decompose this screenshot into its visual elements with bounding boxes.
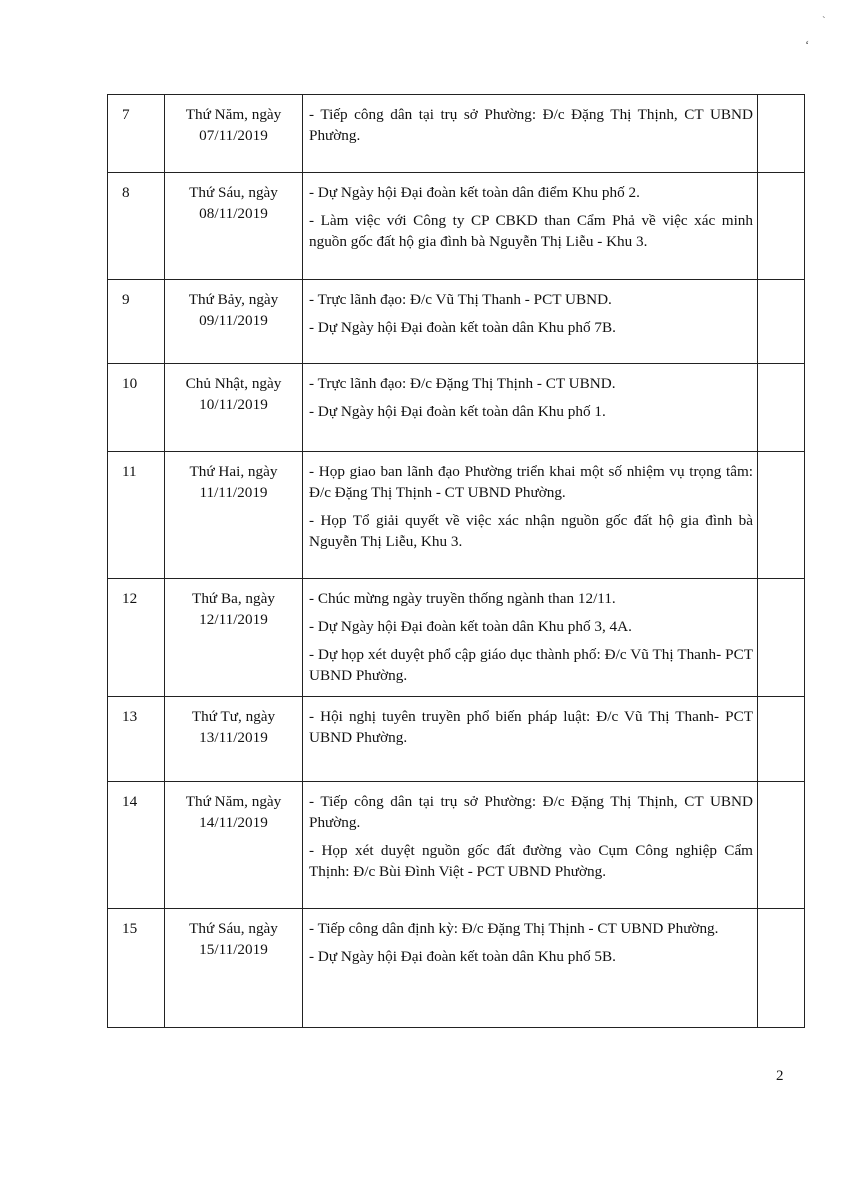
row-number: 12 — [108, 579, 165, 697]
date: 14/11/2019 — [199, 814, 268, 831]
date: 11/11/2019 — [199, 484, 268, 501]
date: 08/11/2019 — [199, 205, 268, 222]
date: 10/11/2019 — [199, 396, 268, 413]
date: 09/11/2019 — [199, 312, 268, 329]
row-note — [758, 579, 805, 697]
row-date-cell — [165, 280, 303, 364]
table-row — [108, 173, 805, 280]
table-row — [108, 782, 805, 909]
table-row — [108, 909, 805, 1028]
schedule-item: - Dự Ngày hội Đại đoàn kết toàn dân điểm Khu phố 2. — [309, 184, 640, 201]
row-note — [758, 280, 805, 364]
row-date-cell — [165, 364, 303, 452]
day-name: Thứ Năm, ngày — [185, 793, 282, 810]
row-content — [303, 782, 758, 909]
row-note — [758, 95, 805, 173]
scan-speck: ˋ — [822, 15, 826, 27]
page-number: 2 — [776, 1068, 784, 1084]
date: 15/11/2019 — [199, 941, 268, 958]
row-date-cell — [165, 697, 303, 782]
row-note — [758, 364, 805, 452]
day-name: Thứ Năm, ngày — [185, 106, 282, 123]
date: 07/11/2019 — [199, 127, 268, 144]
row-note — [758, 452, 805, 579]
row-number: 10 — [108, 364, 165, 452]
table-row — [108, 579, 805, 697]
schedule-item: - Dự Ngày hội Đại đoàn kết toàn dân Khu phố 1. — [309, 403, 606, 420]
day-name: Chủ Nhật, ngày — [185, 375, 282, 392]
schedule-item: - Chúc mừng ngày truyền thống ngành than 12/11. — [309, 590, 616, 607]
schedule-item: - Tiếp công dân tại trụ sở Phường: Đ/c Đặng Thị Thịnh, CT UBND Phường. — [309, 106, 753, 144]
schedule-item: - Họp xét duyệt nguồn gốc đất đường vào Cụm Công nghiệp Cẩm Thịnh: Đ/c Bùi Đình Việt - PCT UBND Phường. — [309, 842, 753, 880]
row-content — [303, 452, 758, 579]
row-content — [303, 579, 758, 697]
date: 13/11/2019 — [199, 729, 268, 746]
row-date-cell — [165, 579, 303, 697]
table-row — [108, 95, 805, 173]
row-content — [303, 173, 758, 280]
row-number: 7 — [108, 95, 165, 173]
day-name: Thứ Hai, ngày — [189, 463, 278, 480]
row-number: 8 — [108, 173, 165, 280]
schedule-item: - Dự Ngày hội Đại đoàn kết toàn dân Khu phố 7B. — [309, 319, 616, 336]
table-row — [108, 280, 805, 364]
schedule-item: - Họp Tổ giải quyết về việc xác nhận nguồn gốc đất hộ gia đình bà Nguyễn Thị Liễu, Khu 3. — [309, 512, 753, 550]
schedule-item: - Họp giao ban lãnh đạo Phường triển khai một số nhiệm vụ trọng tâm: Đ/c Đặng Thị Thịnh - CT UBND Phường. — [309, 463, 753, 501]
row-date-cell — [165, 452, 303, 579]
schedule-item: - Dự họp xét duyệt phổ cập giáo dục thành phố: Đ/c Vũ Thị Thanh- PCT UBND Phường. — [309, 646, 753, 684]
day-name: Thứ Tư, ngày — [191, 708, 276, 725]
row-number: 14 — [108, 782, 165, 909]
row-note — [758, 697, 805, 782]
day-name: Thứ Sáu, ngày — [189, 920, 278, 937]
row-note — [758, 173, 805, 280]
schedule-item: - Làm việc với Công ty CP CBKD than Cẩm Phả về việc xác minh nguồn gốc đất hộ gia đình bà Nguyễn Thị Liễu - Khu 3. — [309, 212, 753, 250]
date: 12/11/2019 — [199, 611, 268, 628]
schedule-item: - Hội nghị tuyên truyền phổ biến pháp luật: Đ/c Vũ Thị Thanh- PCT UBND Phường. — [309, 708, 753, 746]
day-name: Thứ Sáu, ngày — [189, 184, 278, 201]
row-note — [758, 782, 805, 909]
row-date-cell — [165, 95, 303, 173]
schedule-item: - Trực lãnh đạo: Đ/c Vũ Thị Thanh - PCT UBND. — [309, 291, 612, 308]
schedule-item: - Tiếp công dân định kỳ: Đ/c Đặng Thị Thịnh - CT UBND Phường. — [309, 920, 719, 937]
table-row — [108, 697, 805, 782]
scan-speck: ʻ — [805, 37, 810, 52]
row-content — [303, 364, 758, 452]
row-note — [758, 909, 805, 1028]
schedule-item: - Dự Ngày hội Đại đoàn kết toàn dân Khu phố 3, 4A. — [309, 618, 632, 635]
row-content — [303, 909, 758, 1028]
schedule-item: - Dự Ngày hội Đại đoàn kết toàn dân Khu phố 5B. — [309, 948, 616, 965]
row-date-cell — [165, 173, 303, 280]
row-date-cell — [165, 782, 303, 909]
schedule-table — [107, 94, 805, 1028]
row-content — [303, 697, 758, 782]
schedule-body — [108, 95, 805, 1028]
table-row — [108, 452, 805, 579]
row-number: 13 — [108, 697, 165, 782]
table-row — [108, 364, 805, 452]
day-name: Thứ Ba, ngày — [192, 590, 275, 607]
day-name: Thứ Bảy, ngày — [188, 291, 279, 308]
row-number: 11 — [108, 452, 165, 579]
row-number: 15 — [108, 909, 165, 1028]
row-number: 9 — [108, 280, 165, 364]
row-date-cell — [165, 909, 303, 1028]
row-content — [303, 280, 758, 364]
schedule-item: - Tiếp công dân tại trụ sở Phường: Đ/c Đặng Thị Thịnh, CT UBND Phường. — [309, 793, 753, 831]
row-content — [303, 95, 758, 173]
schedule-item: - Trực lãnh đạo: Đ/c Đặng Thị Thịnh - CT UBND. — [309, 375, 616, 392]
